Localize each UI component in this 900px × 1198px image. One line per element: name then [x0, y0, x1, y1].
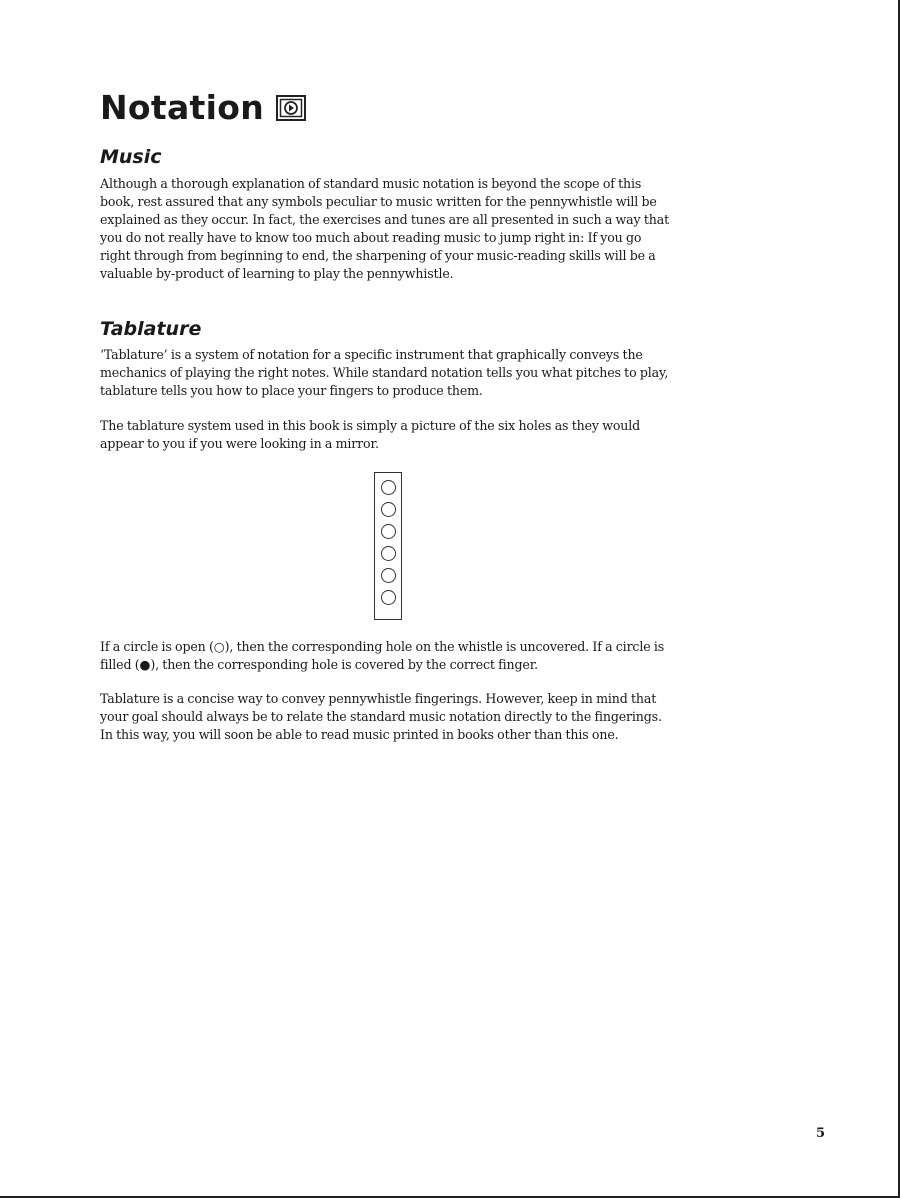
tablature-paragraph-2: The tablature system used in this book is simply a picture of the six holes as they would appear to you if you were looking in a mirror. — [100, 418, 641, 451]
music-paragraph: Although a thorough explanation of standard music notation is beyond the scope of this book, rest assured that any symbols peculiar to music written for the pennywhistle will be explained as they occur. In fact, the exercises and tunes are all presented in such a way that you do not really have to know too much about reading music to jump right in: If you go right through from beginning to end, the sharpening of your music-reading skills will be a valuable by-product of learning to play the pennywhistle. — [100, 176, 669, 281]
tablature-paragraph-4: Tablature is a concise way to convey pennywhistle fingerings. However, keep in mind that your goal should always be to relate the standard music notation directly to the fingerings. In this way, you will soon be able to read music printed in books other than this one. — [100, 691, 662, 742]
title-row — [100, 88, 306, 127]
tablature-paragraph-3: If a circle is open (○), then the corresponding hole on the whistle is uncovered. If a circle is filled (●), then the corresponding hole is covered by the correct finger. — [100, 639, 665, 672]
section-heading-music: Music — [100, 146, 162, 168]
tablature-hole-open — [381, 590, 396, 605]
tablature-hole-open — [381, 546, 396, 561]
page-title: Notation — [100, 88, 264, 127]
tablature-hole-open — [381, 568, 396, 583]
page-number: 5 — [816, 1126, 826, 1141]
tablature-hole-open — [381, 502, 396, 517]
tablature-hole-open — [381, 524, 396, 539]
tablature-diagram — [374, 472, 402, 620]
tablature-hole-open — [381, 480, 396, 495]
audio-play-icon — [276, 95, 306, 121]
section-heading-tablature: Tablature — [100, 318, 202, 340]
tablature-paragraph-1: ‘Tablature’ is a system of notation for a specific instrument that graphically conveys the mechanics of playing the right notes. While standard notation tells you what pitches to play, tablature tells you how to place your fingers to produce them. — [100, 347, 669, 398]
